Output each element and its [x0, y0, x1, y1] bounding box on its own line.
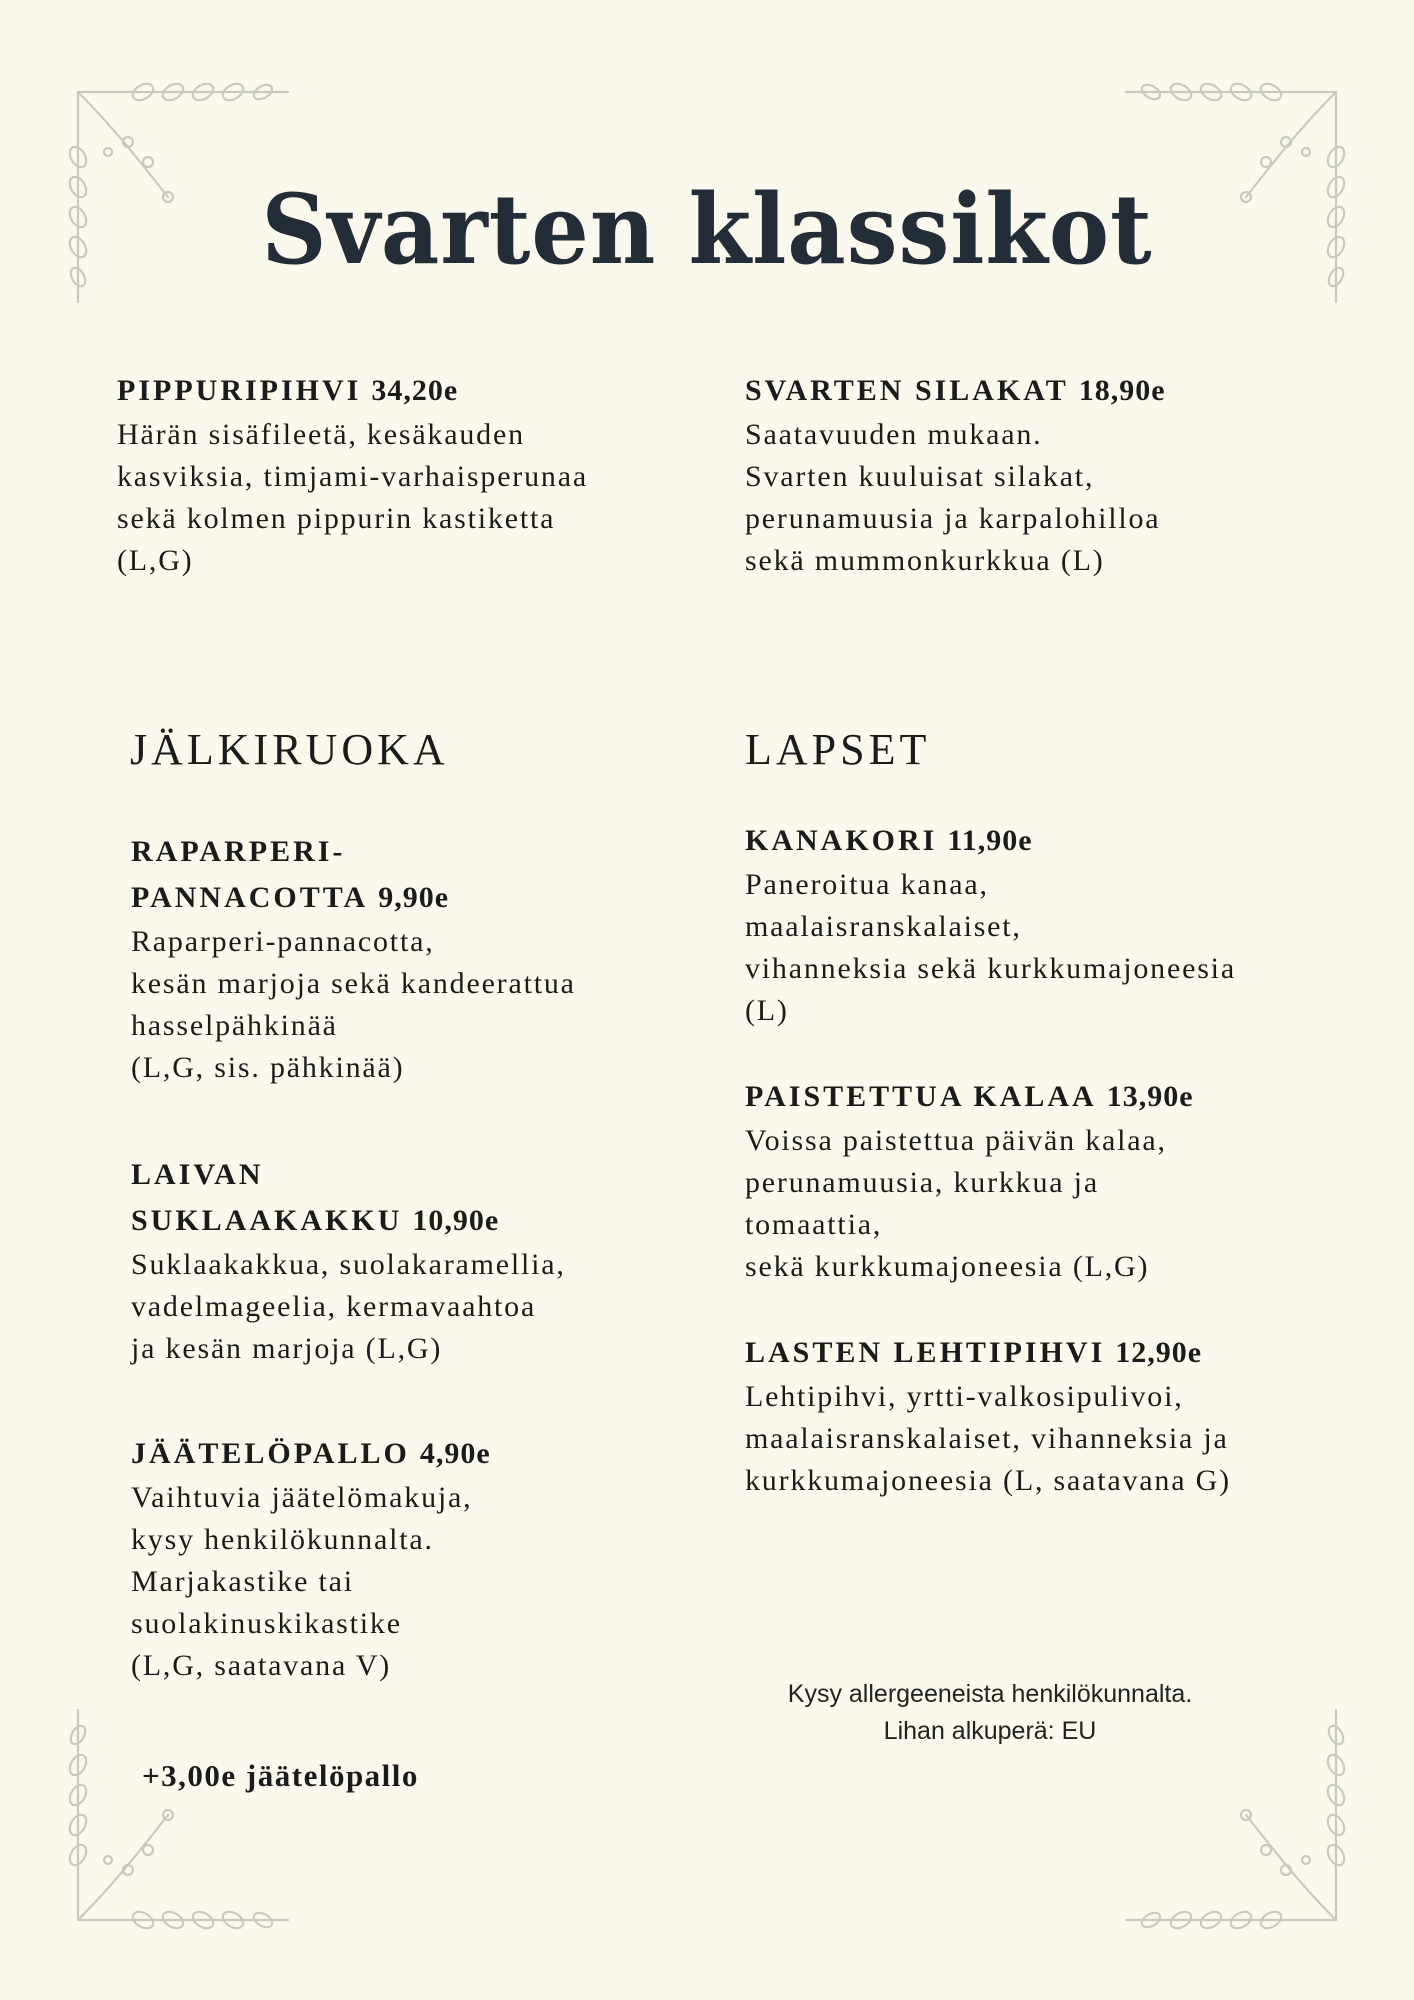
- item-title: KANAKORI: [745, 824, 938, 857]
- menu-title: Svarten klassikot: [261, 173, 1153, 286]
- menu-item-laivan-suklaakakku: [131, 1152, 691, 1370]
- item-price: 34,20e: [371, 374, 459, 407]
- item-description: [745, 864, 1365, 1032]
- description-line: kasviksia, timjami-varhaisperunaa: [117, 460, 588, 493]
- item-name: [745, 1074, 1365, 1120]
- item-price: 12,90e: [1115, 1336, 1203, 1369]
- item-title: LAIVAN: [131, 1158, 264, 1191]
- description-line: perunamuusia, kurkkua ja: [745, 1166, 1099, 1199]
- item-price: 18,90e: [1078, 374, 1166, 407]
- menu-item-raparperi-pannacotta: [131, 829, 691, 1089]
- item-title: LASTEN LEHTIPIHVI: [745, 1336, 1106, 1369]
- description-line: suolakinuskikastike: [131, 1607, 402, 1640]
- description-line: Raparperi-pannacotta,: [131, 925, 435, 958]
- description-line: sekä kurkkumajoneesia (L,G): [745, 1250, 1150, 1283]
- item-name: [131, 1431, 691, 1477]
- description-line: (L,G, sis. pähkinää): [131, 1051, 405, 1084]
- description-line: kurkkumajoneesia (L, saatavana G): [745, 1464, 1231, 1497]
- menu-item-kanakori: [745, 818, 1365, 1032]
- item-name: [745, 1330, 1365, 1376]
- description-line: maalaisranskalaiset,: [745, 910, 1022, 943]
- description-line: perunamuusia ja karpalohilloa: [745, 502, 1161, 535]
- menu-item-lasten-lehtipihvi: [745, 1330, 1365, 1502]
- description-line: sekä mummonkurkkua (L): [745, 544, 1105, 577]
- description-line: Paneroitua kanaa,: [745, 868, 989, 901]
- item-name: [131, 829, 691, 921]
- leaf-branch-icon: [48, 1690, 308, 1950]
- item-title: SVARTEN SILAKAT: [745, 374, 1069, 407]
- description-line: Svarten kuuluisat silakat,: [745, 460, 1095, 493]
- section-heading-dessert: JÄLKIRUOKA: [130, 725, 449, 774]
- description-line: hasselpähkinää: [131, 1009, 338, 1042]
- item-description: [745, 414, 1345, 582]
- description-line: vadelmageelia, kermavaahtoa: [131, 1290, 537, 1323]
- menu-item-svarten-silakat: [745, 368, 1345, 582]
- item-description: [131, 1477, 691, 1687]
- section-heading-kids: LAPSET: [745, 725, 931, 774]
- item-title: PANNACOTTA: [131, 881, 369, 914]
- description-line: Suklaakakkua, suolakaramellia,: [131, 1248, 566, 1281]
- item-title: RAPARPERI-: [131, 835, 346, 868]
- description-line: kesän marjoja sekä kandeerattua: [131, 967, 576, 1000]
- leaf-branch-icon: [1106, 62, 1366, 322]
- description-line: tomaattia,: [745, 1208, 883, 1241]
- description-line: sekä kolmen pippurin kastiketta: [117, 502, 556, 535]
- description-line: Marjakastike tai: [131, 1565, 354, 1598]
- description-line: maalaisranskalaiset, vihanneksia ja: [745, 1422, 1229, 1455]
- item-title: PIPPURIPIHVI: [117, 374, 362, 407]
- description-line: Vaihtuvia jäätelömakuja,: [131, 1481, 473, 1514]
- item-description: [745, 1120, 1365, 1288]
- leaf-branch-icon: [48, 62, 308, 322]
- item-title: JÄÄTELÖPALLO: [131, 1437, 410, 1470]
- menu-item-jaatelopallo: [131, 1431, 691, 1687]
- description-line: (L,G): [117, 544, 194, 577]
- item-price: 4,90e: [419, 1437, 491, 1470]
- item-title: SUKLAAKAKKU: [131, 1204, 403, 1237]
- item-description: [131, 921, 691, 1089]
- item-name: [117, 368, 677, 414]
- description-line: ja kesän marjoja (L,G): [131, 1332, 443, 1365]
- item-title: PAISTETTUA KALAA: [745, 1080, 1097, 1113]
- addon-price: +3,00e jäätelöpallo: [142, 1758, 419, 1793]
- item-description: [117, 414, 677, 582]
- item-name: [131, 1152, 691, 1244]
- item-description: [745, 1376, 1365, 1502]
- menu-item-paistettua-kalaa: [745, 1074, 1365, 1288]
- menu-item-pippuripihvi: [117, 368, 677, 582]
- item-description: [131, 1244, 691, 1370]
- item-name: [745, 368, 1345, 414]
- item-price: 10,90e: [412, 1204, 500, 1237]
- item-name: [745, 818, 1365, 864]
- description-line: kysy henkilökunnalta.: [131, 1523, 434, 1556]
- allergen-note: Kysy allergeeneista henkilökunnalta.: [787, 1680, 1193, 1708]
- meat-origin-note: Lihan alkuperä: EU: [883, 1717, 1097, 1745]
- leaf-branch-icon: [1106, 1690, 1366, 1950]
- item-price: 13,90e: [1106, 1080, 1194, 1113]
- description-line: Voissa paistettua päivän kalaa,: [745, 1124, 1167, 1157]
- description-line: vihanneksia sekä kurkkumajoneesia: [745, 952, 1236, 985]
- description-line: Härän sisäfileetä, kesäkauden: [117, 418, 525, 451]
- description-line: (L): [745, 994, 789, 1027]
- item-price: 11,90e: [947, 824, 1033, 857]
- description-line: (L,G, saatavana V): [131, 1649, 392, 1682]
- description-line: Saatavuuden mukaan.: [745, 418, 1043, 451]
- description-line: Lehtipihvi, yrtti-valkosipulivoi,: [745, 1380, 1184, 1413]
- item-price: 9,90e: [378, 881, 450, 914]
